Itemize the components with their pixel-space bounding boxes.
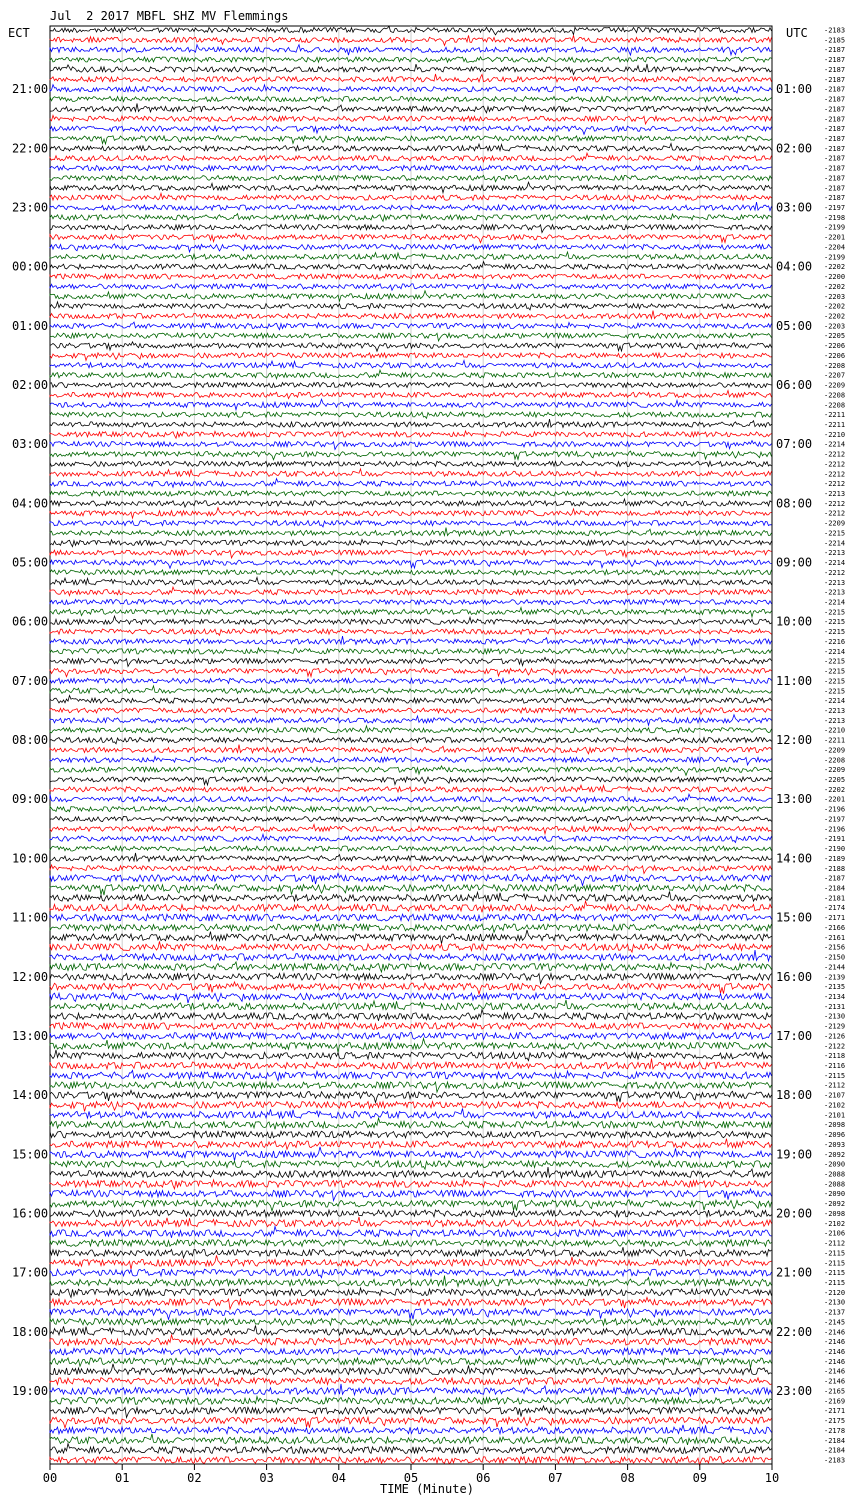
trace-value-label: -2171 <box>824 1407 846 1416</box>
trace-value-label: -2184 <box>824 1446 846 1455</box>
trace-value-label: -2183 <box>824 1456 846 1465</box>
trace-value-label: -2092 <box>824 1150 846 1159</box>
trace-value-label: -2165 <box>824 1387 846 1396</box>
ect-hour-label: 12:00 <box>12 969 49 984</box>
ect-hour-label: 22:00 <box>12 141 49 156</box>
trace-value-label: -2212 <box>824 460 846 469</box>
utc-hour-label: 16:00 <box>776 969 813 984</box>
trace-value-label: -2202 <box>824 302 846 311</box>
utc-hour-label: 08:00 <box>776 496 813 511</box>
trace-value-label: -2098 <box>824 1121 846 1130</box>
trace-value-label: -2134 <box>824 993 846 1001</box>
trace-value-label: -2210 <box>824 430 846 439</box>
trace-value-label: -2212 <box>824 450 846 459</box>
trace-value-label: -2144 <box>824 963 846 972</box>
trace-value-label: -2116 <box>824 1062 846 1070</box>
trace-value-label: -2187 <box>824 105 846 114</box>
x-tick-label: 05 <box>403 1471 419 1485</box>
trace-value-label: -2175 <box>824 1417 846 1426</box>
trace-value-label: -2161 <box>824 933 846 942</box>
trace-value-label: -2187 <box>824 75 846 84</box>
trace-value-label: -2102 <box>824 1219 846 1228</box>
trace-value-label: -2118 <box>824 1052 846 1061</box>
trace-value-label: -2212 <box>824 499 846 508</box>
trace-value-label: -2174 <box>824 904 846 913</box>
utc-hour-label: 10:00 <box>776 614 813 629</box>
trace-value-label: -2093 <box>824 1140 846 1149</box>
trace-value-label: -2209 <box>824 766 846 775</box>
trace-value-label: -2212 <box>824 568 846 577</box>
trace-value-label: -2211 <box>824 421 846 429</box>
x-axis-label: TIME (Minute) <box>380 1482 474 1496</box>
trace-value-label: -2115 <box>824 1269 846 1278</box>
trace-value-label: -2183 <box>824 26 846 35</box>
trace-value-label: -2202 <box>824 263 846 272</box>
trace-value-label: -2202 <box>824 785 846 794</box>
trace-value-label: -2187 <box>824 174 846 183</box>
trace-value-label: -2215 <box>824 667 846 676</box>
chart-title: Jul 2 2017 MBFL SHZ MV Flemmings <box>50 9 289 23</box>
ect-hour-label: 14:00 <box>12 1088 49 1103</box>
utc-hour-label: 18:00 <box>776 1088 813 1103</box>
ect-hour-label: 17:00 <box>12 1265 49 1280</box>
ect-hour-label: 04:00 <box>12 496 49 511</box>
utc-hour-label: 13:00 <box>776 792 813 807</box>
trace-value-label: -2197 <box>824 204 846 212</box>
trace-value-label: -2206 <box>824 342 846 351</box>
trace-value-label: -2210 <box>824 726 846 735</box>
trace-value-label: -2215 <box>824 618 846 627</box>
trace-value-label: -2112 <box>824 1239 846 1248</box>
right-axis-label: UTC <box>786 26 808 40</box>
trace-value-label: -2215 <box>824 677 846 686</box>
trace-value-label: -2150 <box>824 953 846 962</box>
trace-value-label: -2213 <box>824 490 846 498</box>
ect-hour-label: 13:00 <box>12 1028 49 1043</box>
trace-value-label: -2185 <box>824 36 846 45</box>
trace-value-label: -2146 <box>824 1338 846 1347</box>
trace-value-label: -2146 <box>824 1377 846 1386</box>
trace-value-label: -2189 <box>824 854 846 863</box>
trace-value-label: -2139 <box>824 973 846 982</box>
trace-value-label: -2129 <box>824 1022 846 1031</box>
trace-value-label: -2101 <box>824 1111 846 1120</box>
x-tick-label: 10 <box>764 1471 780 1485</box>
ect-hour-label: 16:00 <box>12 1206 49 1221</box>
trace-value-label: -2107 <box>824 1091 846 1100</box>
trace-value-label: -2201 <box>824 795 846 804</box>
trace-value-label: -2137 <box>824 1308 846 1317</box>
trace-value-label: -2208 <box>824 756 846 765</box>
trace-value-label: -2212 <box>824 470 846 479</box>
ect-hour-label: 00:00 <box>12 259 49 274</box>
trace-value-label: -2215 <box>824 608 846 617</box>
trace-value-label: -2212 <box>824 480 846 489</box>
trace-value-label: -2131 <box>824 1002 846 1011</box>
trace-value-label: -2196 <box>824 805 846 814</box>
trace-value-label: -2196 <box>824 825 846 834</box>
trace-value-label: -2188 <box>824 864 846 873</box>
trace-value-label: -2156 <box>824 943 846 952</box>
ect-hour-label: 15:00 <box>12 1147 49 1162</box>
x-tick-label: 06 <box>475 1471 491 1485</box>
trace-value-label: -2200 <box>824 273 846 282</box>
trace-value-label: -2166 <box>824 923 846 932</box>
x-tick-label: 02 <box>187 1471 202 1485</box>
utc-hour-label: 01:00 <box>776 82 813 97</box>
trace-value-label: -2115 <box>824 1259 846 1268</box>
trace-value-label: -2187 <box>824 164 846 173</box>
x-tick-label: 03 <box>259 1471 274 1485</box>
ect-hour-label: 10:00 <box>12 851 49 866</box>
utc-hour-label: 02:00 <box>776 141 813 156</box>
utc-hour-label: 03:00 <box>776 200 813 215</box>
x-tick-label: 04 <box>331 1471 347 1485</box>
trace-value-label: -2205 <box>824 332 846 341</box>
utc-hour-label: 04:00 <box>776 259 813 274</box>
trace-value-label: -2212 <box>824 509 846 518</box>
trace-value-label: -2214 <box>824 647 846 656</box>
trace-value-label: -2146 <box>824 1367 846 1376</box>
ect-hour-label: 08:00 <box>12 733 49 748</box>
trace-value-label: -2215 <box>824 687 846 696</box>
trace-value-label: -2187 <box>824 46 846 55</box>
trace-value-label: -2197 <box>824 815 846 824</box>
trace-value-label: -2214 <box>824 697 846 706</box>
utc-hour-label: 23:00 <box>776 1384 813 1398</box>
trace-value-label: -2203 <box>824 292 846 301</box>
trace-value-label: -2190 <box>824 845 846 854</box>
trace-value-label: -2214 <box>824 539 846 548</box>
ect-hour-label: 09:00 <box>12 792 49 807</box>
trace-value-label: -2115 <box>824 1071 846 1080</box>
trace-value-label: -2215 <box>824 628 846 637</box>
ect-hour-label: 05:00 <box>12 555 49 570</box>
trace-value-label: -2115 <box>824 1249 846 1258</box>
trace-value-label: -2191 <box>824 835 846 844</box>
utc-hour-label: 22:00 <box>776 1324 813 1339</box>
trace-value-label: -2187 <box>824 65 846 74</box>
ect-hour-label: 01:00 <box>12 318 49 333</box>
trace-value-label: -2098 <box>824 1209 846 1218</box>
trace-value-label: -2115 <box>824 1279 846 1287</box>
trace-value-label: -2187 <box>824 184 846 193</box>
trace-value-label: -2092 <box>824 1200 846 1209</box>
trace-value-label: -2214 <box>824 559 846 568</box>
trace-value-label: -2198 <box>824 213 846 222</box>
trace-value-label: -2146 <box>824 1357 846 1366</box>
trace-value-label: -2209 <box>824 746 846 755</box>
trace-value-label: -2120 <box>824 1288 846 1297</box>
trace-value-label: -2122 <box>824 1042 846 1051</box>
trace-value-label: -2216 <box>824 637 846 646</box>
trace-value-label: -2187 <box>824 154 846 163</box>
utc-hour-label: 20:00 <box>776 1206 813 1221</box>
x-tick-label: 00 <box>42 1471 58 1485</box>
left-axis-label: ECT <box>8 26 30 40</box>
utc-hour-label: 19:00 <box>776 1147 813 1162</box>
trace-value-label: -2187 <box>824 194 846 203</box>
trace-value-label: -2208 <box>824 391 846 400</box>
trace-value-label: -2096 <box>824 1131 846 1140</box>
utc-hour-label: 12:00 <box>776 733 813 748</box>
trace-value-label: -2181 <box>824 894 846 903</box>
ect-hour-label: 11:00 <box>12 910 49 925</box>
x-tick-label: 07 <box>548 1471 563 1485</box>
utc-hour-label: 15:00 <box>776 910 813 925</box>
utc-hour-label: 17:00 <box>776 1028 813 1043</box>
trace-value-label: -2208 <box>824 361 846 370</box>
ect-hour-label: 23:00 <box>12 200 49 215</box>
trace-value-label: -2213 <box>824 549 846 558</box>
trace-value-label: -2211 <box>824 411 846 420</box>
utc-hour-label: 09:00 <box>776 555 813 570</box>
trace-value-label: -2215 <box>824 657 846 666</box>
trace-value-label: -2211 <box>824 736 846 745</box>
trace-value-label: -2088 <box>824 1180 846 1189</box>
trace-value-label: -2146 <box>824 1348 846 1356</box>
trace-value-label: -2202 <box>824 312 846 321</box>
utc-hour-label: 14:00 <box>776 851 813 866</box>
ect-hour-label: 21:00 <box>12 82 49 97</box>
trace-value-label: -2203 <box>824 322 846 331</box>
trace-value-label: -2213 <box>824 588 846 597</box>
trace-value-label: -2215 <box>824 529 846 538</box>
trace-value-label: -2135 <box>824 983 846 992</box>
trace-value-label: -2130 <box>824 1012 846 1021</box>
utc-hour-label: 06:00 <box>776 378 813 392</box>
utc-hour-label: 07:00 <box>776 437 813 452</box>
trace-value-label: -2207 <box>824 371 846 380</box>
trace-value-label: -2214 <box>824 598 846 607</box>
trace-value-label: -2209 <box>824 519 846 528</box>
trace-value-label: -2106 <box>824 1229 846 1238</box>
trace-value-label: -2112 <box>824 1081 846 1090</box>
trace-value-label: -2187 <box>824 95 846 104</box>
trace-value-label: -2202 <box>824 282 846 291</box>
trace-value-label: -2213 <box>824 578 846 587</box>
trace-value-label: -2187 <box>824 115 846 124</box>
trace-value-label: -2187 <box>824 125 846 134</box>
trace-value-label: -2187 <box>824 135 846 143</box>
trace-value-label: -2187 <box>824 85 846 94</box>
trace-value-label: -2187 <box>824 874 846 883</box>
trace-value-label: -2146 <box>824 1328 846 1337</box>
trace-value-label: -2187 <box>824 56 846 65</box>
utc-hour-label: 11:00 <box>776 673 813 688</box>
trace-value-label: -2214 <box>824 440 846 449</box>
utc-hour-label: 05:00 <box>776 318 813 333</box>
x-tick-label: 01 <box>114 1471 130 1485</box>
trace-value-label: -2205 <box>824 776 846 784</box>
trace-value-label: -2169 <box>824 1397 846 1406</box>
ect-hour-label: 06:00 <box>12 614 49 629</box>
trace-value-label: -2187 <box>824 144 846 153</box>
trace-value-label: -2178 <box>824 1426 846 1435</box>
trace-value-label: -2204 <box>824 243 846 252</box>
ect-hour-label: 02:00 <box>12 378 49 392</box>
trace-value-label: -2088 <box>824 1170 846 1179</box>
trace-value-label: -2208 <box>824 401 846 410</box>
trace-value-label: -2090 <box>824 1190 846 1199</box>
trace-value-label: -2090 <box>824 1160 846 1169</box>
trace-value-label: -2213 <box>824 716 846 725</box>
trace-value-label: -2209 <box>824 381 846 390</box>
trace-value-label: -2130 <box>824 1298 846 1307</box>
trace-value-label: -2184 <box>824 884 846 893</box>
trace-value-label: -2184 <box>824 1436 846 1445</box>
ect-hour-label: 18:00 <box>12 1324 49 1339</box>
ect-hour-label: 03:00 <box>12 437 49 452</box>
ect-hour-label: 19:00 <box>12 1384 49 1398</box>
trace-value-label: -2145 <box>824 1318 846 1327</box>
trace-value-label: -2199 <box>824 223 846 232</box>
x-tick-label: 09 <box>692 1471 708 1485</box>
utc-hour-label: 21:00 <box>776 1265 813 1280</box>
trace-value-label: -2206 <box>824 351 846 360</box>
x-tick-label: 08 <box>620 1471 635 1485</box>
trace-value-label: -2201 <box>824 233 846 242</box>
ect-hour-label: 07:00 <box>12 673 49 688</box>
trace-value-label: -2213 <box>824 707 846 715</box>
trace-value-label: -2199 <box>824 253 846 262</box>
trace-value-label: -2102 <box>824 1101 846 1110</box>
trace-value-label: -2171 <box>824 914 846 923</box>
trace-value-label: -2126 <box>824 1032 846 1041</box>
